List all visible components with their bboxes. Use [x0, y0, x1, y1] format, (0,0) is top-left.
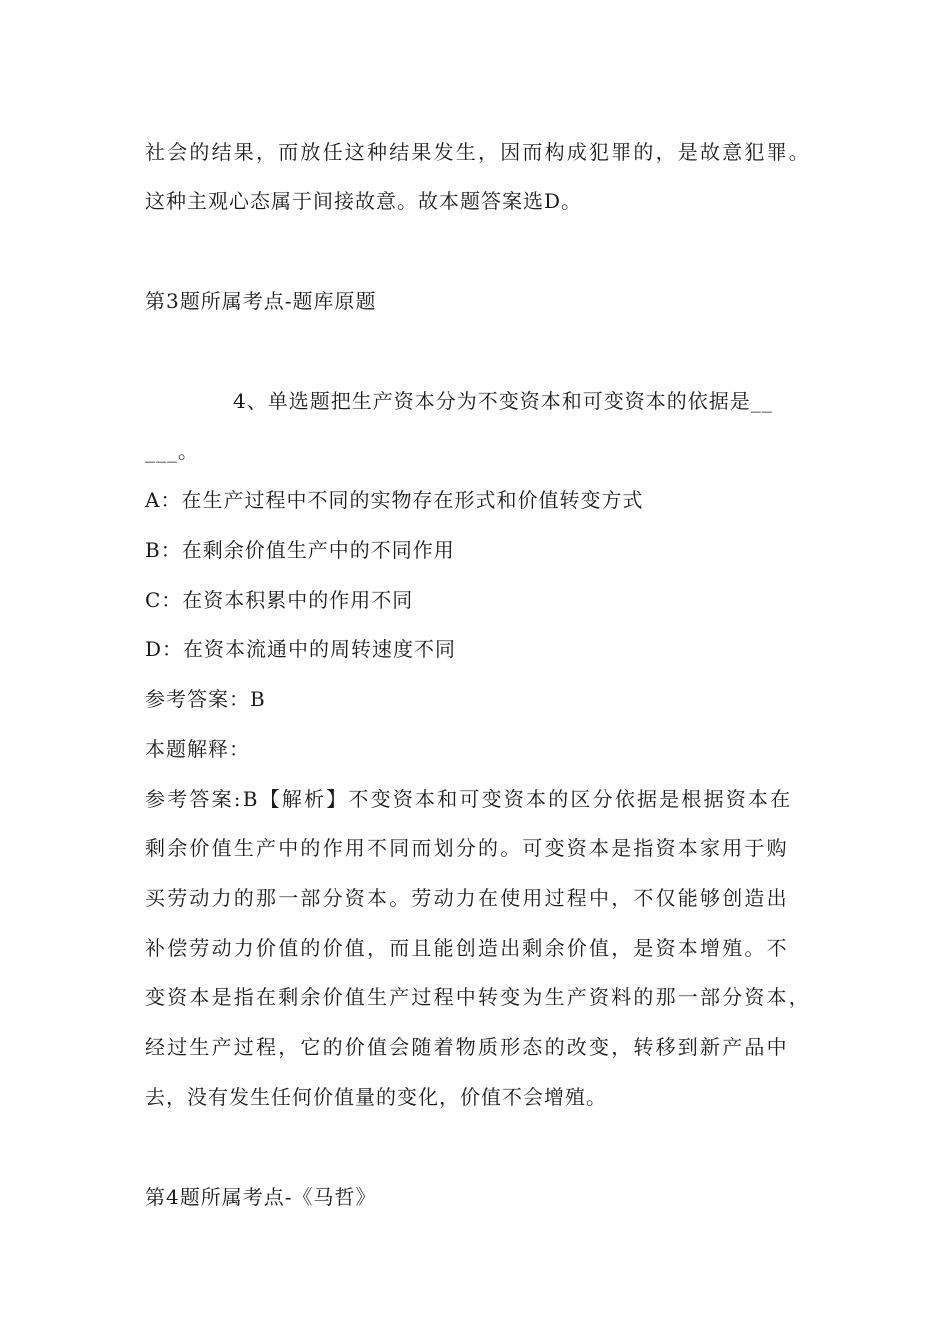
option-b: B：在剩余价值生产中的不同作用: [145, 538, 455, 562]
explanation-line-4: 补偿劳动力价值的价值，而且能创造出剩余价值，是资本增殖。不: [145, 936, 789, 960]
topic-3-label: 第3题所属考点-题库原题: [145, 289, 377, 313]
option-a: A：在生产过程中不同的实物存在形式和价值转变方式: [145, 488, 644, 512]
explanation-heading: 本题解释：: [145, 737, 250, 761]
explanation-line-3: 买劳动力的那一部分资本。劳动力在使用过程中，不仅能够创造出: [145, 886, 789, 910]
explanation-line-6: 经过生产过程，它的价值会随着物质形态的改变，转移到新产品中: [145, 1035, 789, 1059]
explanation-line-1: 参考答案:B【解析】不变资本和可变资本的区分依据是根据资本在: [145, 787, 793, 811]
option-d: D：在资本流通中的周转速度不同: [145, 637, 457, 661]
option-c: C：在资本积累中的作用不同: [145, 588, 414, 612]
topic-4-label: 第4题所属考点-《马哲》: [145, 1185, 377, 1209]
explanation-line-2: 剩余价值生产中的作用不同而划分的。可变资本是指资本家用于购: [145, 836, 789, 860]
explanation-line-7: 去，没有发生任何价值量的变化，价值不会增殖。: [145, 1085, 607, 1109]
reference-answer: 参考答案：B: [145, 687, 266, 711]
prev-explanation-line-1: 社会的结果，而放任这种结果发生，因而构成犯罪的，是故意犯罪。: [145, 140, 811, 164]
question-4-stem-line-1: 4、单选题把生产资本分为不变资本和可变资本的依据是__: [233, 389, 773, 413]
explanation-line-5: 变资本是指在剩余价值生产过程中转变为生产资料的那一部分资本，: [145, 985, 811, 1009]
question-4-stem-line-2: ___。: [145, 439, 199, 463]
prev-explanation-line-2: 这种主观心态属于间接故意。故本题答案选D。: [145, 189, 583, 213]
